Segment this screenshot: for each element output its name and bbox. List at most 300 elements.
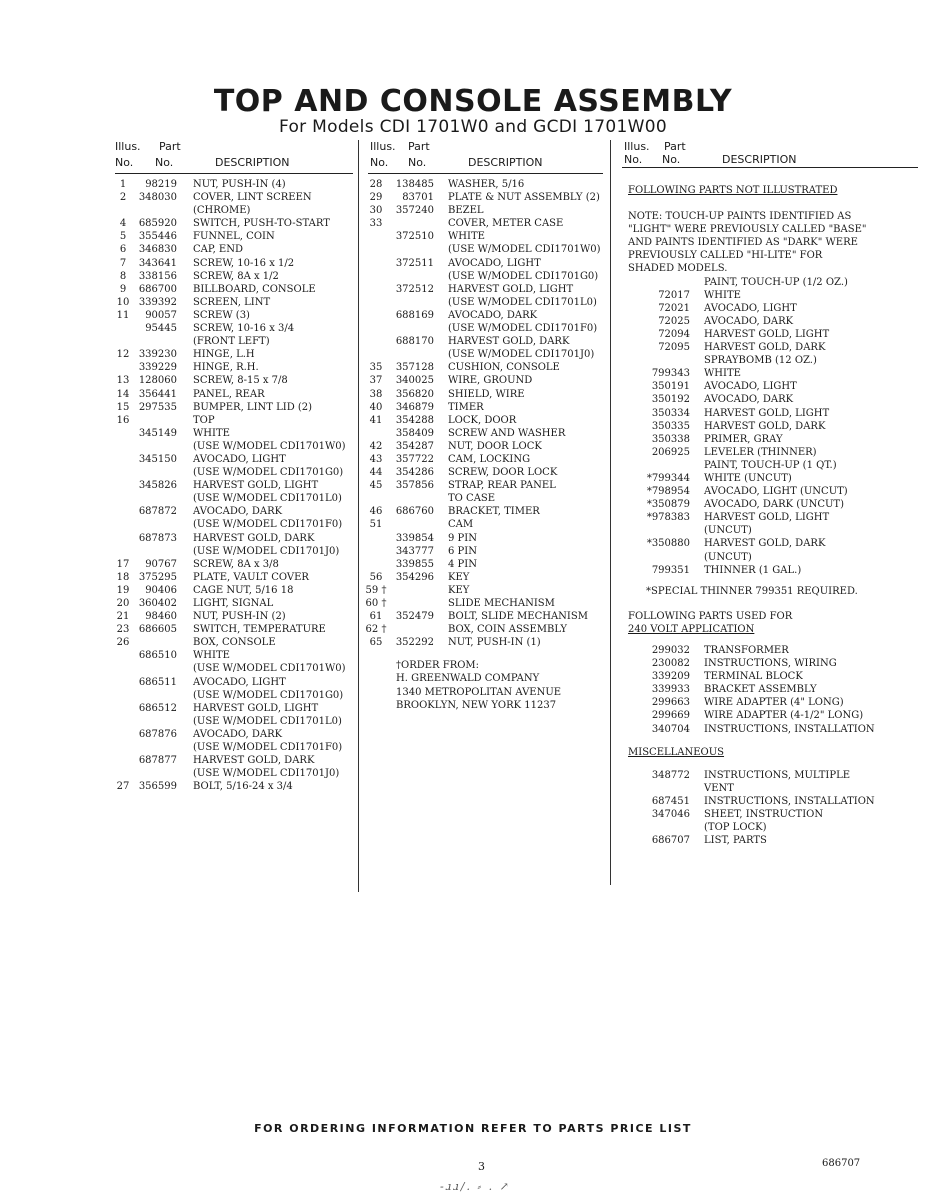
description: BOLT, SLIDE MECHANISM	[448, 611, 588, 623]
description: 6 PIN	[448, 545, 477, 557]
part-no: 299663	[651, 697, 690, 709]
part-no: 799351	[651, 564, 690, 576]
description: AVOCADO, LIGHT	[193, 453, 286, 465]
part-row	[628, 380, 918, 393]
part-no: 348030	[138, 192, 177, 204]
description: HARVEST GOLD, DARK	[704, 420, 826, 432]
part-no: 95445	[145, 323, 177, 335]
description: SWITCH, TEMPERATURE	[193, 624, 326, 636]
part-row	[628, 315, 918, 328]
part-row	[628, 407, 918, 420]
part-no: 688169	[395, 309, 434, 321]
illus-no: 15	[116, 401, 130, 413]
not-illustrated-heading: FOLLOWING PARTS NOT ILLUSTRATED	[628, 185, 838, 196]
illus-no: 12	[116, 349, 130, 361]
part-no: 345149	[138, 427, 177, 439]
description: AVOCADO, LIGHT	[704, 381, 797, 393]
part-row	[115, 374, 353, 387]
part-row	[628, 564, 918, 577]
description: CAGE NUT, 5/16 18	[193, 584, 294, 596]
description: AVOCADO, DARK	[448, 309, 538, 321]
part-row	[115, 322, 353, 335]
description: HARVEST GOLD, DARK	[448, 336, 570, 348]
description: (USE W/MODEL CDI1701W0)	[448, 244, 601, 256]
illus-no: 60 †	[365, 598, 387, 609]
part-no: 339854	[395, 532, 434, 544]
part-no: 343641	[138, 257, 177, 269]
part-no: 357856	[395, 480, 434, 492]
part-no: 357722	[395, 453, 434, 465]
description: BOLT, 5/16-24 x 3/4	[193, 781, 293, 793]
order-note-line: BROOKLYN, NEW YORK 11237	[396, 699, 557, 711]
part-no: 686605	[138, 624, 177, 636]
parts-column-2	[365, 140, 603, 712]
part-no: 375295	[138, 571, 177, 583]
part-row	[115, 676, 353, 689]
part-no: 338156	[138, 270, 177, 282]
part-row	[115, 453, 353, 466]
part-row	[628, 769, 918, 782]
parts-column-1	[115, 140, 353, 793]
touch-up-note	[628, 210, 918, 275]
part-row	[628, 537, 918, 550]
part-row	[628, 498, 918, 511]
description: CAM	[448, 519, 474, 531]
part-row	[628, 446, 918, 459]
part-no: 297535	[138, 401, 177, 413]
part-row	[628, 821, 918, 834]
part-row	[115, 270, 353, 283]
part-row	[628, 485, 918, 498]
header-part: Part	[664, 140, 686, 153]
part-no: 339209	[651, 671, 690, 683]
header-rule	[115, 173, 353, 174]
description: AVOCADO, DARK	[704, 315, 794, 327]
illus-no: 62 †	[365, 624, 387, 636]
part-no: 350334	[651, 407, 690, 419]
description: KEY	[448, 571, 470, 583]
part-no: 339229	[138, 362, 177, 374]
header-description: DESCRIPTION	[468, 156, 543, 169]
part-row	[115, 427, 353, 440]
part-no: 206925	[651, 446, 690, 458]
description: NUT, PUSH-IN (1)	[448, 637, 541, 649]
part-no: *799344	[646, 472, 690, 484]
part-row	[115, 388, 353, 401]
part-row	[628, 433, 918, 446]
description: 9 PIN	[448, 532, 477, 544]
illus-no: 46	[369, 506, 383, 518]
part-row	[628, 782, 918, 795]
header-illus: Illus.	[370, 140, 396, 153]
description: VENT	[704, 782, 734, 794]
part-row	[368, 257, 603, 270]
part-no: *350880	[646, 538, 690, 550]
part-row	[365, 584, 603, 597]
handwritten-mark: -ɹɹ/. ⸗ . ↗	[440, 1180, 511, 1193]
illus-no: 11	[116, 309, 130, 321]
illus-no: 43	[369, 453, 383, 465]
illus-no: 14	[116, 388, 130, 400]
header-part-no: No.	[662, 153, 681, 166]
paint-list	[628, 276, 918, 577]
part-no: *350879	[646, 499, 690, 511]
part-row	[368, 610, 603, 623]
illus-no: 35	[369, 362, 383, 374]
description: (CHROME)	[193, 205, 251, 217]
part-no: 299669	[651, 710, 690, 722]
header-illus-no: No.	[370, 156, 389, 169]
part-no: 350338	[651, 433, 690, 445]
description: SCREW, DOOR LOCK	[448, 467, 558, 479]
description: SWITCH, PUSH-TO-START	[193, 218, 330, 230]
description: NUT, DOOR LOCK	[448, 440, 542, 452]
note-line: AND PAINTS IDENTIFIED AS "DARK" WERE	[628, 237, 858, 249]
description: (USE W/MODEL CDI1701L0)	[193, 493, 342, 505]
part-row	[115, 662, 353, 675]
part-row	[115, 348, 353, 361]
description: SCREW (3)	[193, 309, 250, 321]
part-row	[115, 309, 353, 322]
part-row	[628, 524, 918, 537]
illus-no: 7	[119, 257, 127, 269]
part-row	[368, 401, 603, 414]
part-row	[368, 243, 603, 256]
volt-heading-line1: FOLLOWING PARTS USED FOR	[628, 610, 793, 622]
description: COVER, LINT SCREEN	[193, 192, 312, 204]
description: SCREW, 10-16 x 3/4	[193, 323, 295, 335]
illus-no: 13	[116, 375, 130, 387]
part-row	[115, 741, 353, 754]
part-no: 686510	[138, 650, 177, 662]
part-no: 372512	[395, 283, 434, 295]
part-no: 687451	[651, 795, 690, 807]
description: (USE W/MODEL CDI1701W0)	[193, 663, 346, 675]
part-no: 230082	[651, 658, 690, 670]
description: TOP	[193, 414, 215, 426]
part-no: 339933	[651, 684, 690, 696]
part-row	[115, 518, 353, 531]
description: (USE W/MODEL CDI1701W0)	[193, 440, 346, 452]
description: AVOCADO, LIGHT	[193, 676, 286, 688]
description: HINGE, R.H.	[193, 362, 259, 374]
part-no: 799343	[651, 368, 690, 380]
description: PANEL, REAR	[193, 388, 265, 400]
description: WHITE	[193, 650, 230, 662]
part-row	[115, 689, 353, 702]
part-row	[368, 479, 603, 492]
part-no: 72025	[658, 315, 690, 327]
illus-no: 28	[369, 179, 383, 190]
part-no: 83701	[402, 192, 434, 204]
illus-no: 61	[369, 611, 383, 623]
illus-no: 38	[369, 388, 383, 400]
part-row	[115, 178, 353, 191]
part-row	[628, 289, 918, 302]
description: LIGHT, SIGNAL	[193, 598, 274, 609]
part-row	[115, 191, 353, 204]
part-row	[628, 723, 918, 736]
illus-no: 17	[116, 558, 130, 570]
part-row	[115, 257, 353, 270]
description: SHEET, INSTRUCTION	[704, 809, 824, 821]
part-no: 352479	[395, 611, 434, 623]
header-description: DESCRIPTION	[215, 156, 290, 169]
illus-no: 41	[369, 414, 383, 426]
part-no: 372510	[395, 231, 434, 243]
description: WIRE, GROUND	[448, 375, 533, 387]
part-row	[628, 354, 918, 367]
description: NUT, PUSH-IN (4)	[193, 179, 286, 190]
part-no: 354296	[395, 571, 434, 583]
part-no: 72021	[658, 302, 690, 314]
part-row	[368, 505, 603, 518]
description: (UNCUT)	[704, 551, 752, 563]
illus-no: 29	[369, 192, 383, 204]
part-row	[628, 709, 918, 722]
description: WHITE	[193, 427, 230, 439]
description: INSTRUCTIONS, MULTIPLE	[704, 769, 851, 781]
part-row	[368, 427, 603, 440]
description: KEY	[448, 584, 470, 596]
illus-no: 9	[119, 283, 127, 295]
part-no: 347046	[651, 809, 690, 821]
part-no: 350192	[651, 394, 690, 406]
part-row	[115, 505, 353, 518]
header-part-no: No.	[408, 156, 427, 169]
column-header	[115, 140, 353, 174]
part-row	[368, 440, 603, 453]
part-no: 345150	[138, 453, 177, 465]
part-row	[368, 466, 603, 479]
part-row	[115, 335, 353, 348]
part-no: 686511	[138, 676, 177, 688]
part-row	[115, 296, 353, 309]
not-illustrated-section	[628, 174, 918, 847]
header-rule	[622, 167, 918, 168]
illus-no: 18	[116, 571, 130, 583]
part-row	[115, 479, 353, 492]
part-no: *978383	[646, 512, 690, 524]
description: TO CASE	[448, 493, 496, 505]
description: TIMER	[448, 401, 484, 413]
part-no: 356820	[395, 388, 434, 400]
part-row	[115, 466, 353, 479]
header-rule	[368, 173, 603, 174]
description: HARVEST GOLD, DARK	[704, 538, 826, 550]
description: SLIDE MECHANISM	[448, 598, 555, 609]
part-no: 686512	[138, 702, 177, 714]
part-row	[368, 414, 603, 427]
illus-no: 20	[116, 598, 130, 609]
description: PAINT, TOUCH-UP (1/2 OZ.)	[704, 276, 848, 288]
part-row	[368, 217, 603, 230]
part-row	[628, 696, 918, 709]
description: WASHER, 5/16	[448, 179, 525, 190]
part-row	[368, 191, 603, 204]
description: (USE W/MODEL CDI1701F0)	[193, 742, 343, 754]
description: HARVEST GOLD, LIGHT	[704, 407, 830, 419]
page-number: 3	[478, 1160, 485, 1173]
parts-rows	[365, 174, 603, 649]
description: (UNCUT)	[704, 525, 752, 537]
description: (USE W/MODEL CDI1701G0)	[193, 467, 344, 479]
illus-no: 42	[369, 440, 383, 452]
part-no: 348772	[651, 769, 690, 781]
part-no: 90767	[145, 558, 177, 570]
column-divider-1	[358, 140, 359, 892]
part-row	[368, 204, 603, 217]
description: LOCK, DOOR	[448, 414, 517, 426]
part-row	[115, 361, 353, 374]
illus-no: 8	[119, 270, 127, 282]
illus-no: 30	[369, 205, 383, 217]
part-row	[115, 558, 353, 571]
description: BEZEL	[448, 205, 484, 217]
part-no: 138485	[395, 179, 434, 190]
part-row	[115, 780, 353, 793]
description: HARVEST GOLD, DARK	[704, 342, 826, 354]
description: CAP, END	[193, 244, 243, 256]
illus-no: 45	[369, 480, 383, 492]
part-row	[115, 204, 353, 217]
description: HARVEST GOLD, LIGHT	[448, 283, 574, 295]
part-no: 72017	[658, 289, 690, 301]
part-row	[368, 178, 603, 191]
part-row	[115, 440, 353, 453]
description: 4 PIN	[448, 558, 477, 570]
illus-no: 6	[119, 244, 127, 256]
part-row	[368, 636, 603, 649]
misc-parts-list	[628, 769, 918, 848]
illus-no: 51	[369, 519, 383, 531]
part-row	[628, 551, 918, 564]
part-row	[115, 492, 353, 505]
part-no: 354288	[395, 414, 434, 426]
part-row	[628, 367, 918, 380]
description: LIST, PARTS	[704, 835, 767, 847]
part-no: 687873	[138, 532, 177, 544]
part-row	[115, 230, 353, 243]
document-number: 686707	[822, 1158, 861, 1169]
part-no: 358409	[395, 427, 434, 439]
description: (USE W/MODEL CDI1701G0)	[193, 689, 344, 701]
description: LEVELER (THINNER)	[704, 446, 817, 458]
page-subtitle: For Models CDI 1701W0 and GCDI 1701W00	[279, 117, 667, 137]
description: WIRE ADAPTER (4-1/2" LONG)	[704, 710, 864, 722]
part-row	[368, 309, 603, 322]
description: BOX, COIN ASSEMBLY	[448, 624, 567, 636]
illus-no: 59 †	[365, 584, 387, 596]
description: HARVEST GOLD, LIGHT	[704, 328, 830, 340]
description: (USE W/MODEL CDI1701L0)	[448, 296, 597, 308]
description: SCREW, 8-15 x 7/8	[193, 375, 288, 387]
description: (USE W/MODEL CDI1701J0)	[193, 768, 340, 780]
part-row	[115, 217, 353, 230]
part-no: 685920	[138, 218, 177, 230]
part-row	[115, 414, 353, 427]
part-no: 98460	[145, 611, 177, 623]
part-row	[115, 532, 353, 545]
description: HARVEST GOLD, DARK	[193, 532, 315, 544]
header-part-no: No.	[155, 156, 174, 169]
header-illus: Illus.	[624, 140, 650, 153]
parts-column-3-header	[622, 140, 918, 174]
part-row	[115, 571, 353, 584]
header-illus: Illus.	[115, 140, 141, 153]
part-no: 360402	[138, 598, 177, 609]
description: TRANSFORMER	[704, 645, 789, 656]
illus-no: 56	[369, 571, 383, 583]
part-row	[115, 754, 353, 767]
part-row	[628, 328, 918, 341]
illus-no: 2	[119, 192, 127, 204]
illus-no: 21	[116, 611, 130, 623]
part-row	[628, 472, 918, 485]
part-row	[115, 283, 353, 296]
part-no: 352292	[395, 637, 434, 649]
description: HARVEST GOLD, LIGHT	[704, 512, 830, 524]
part-no: 686760	[395, 506, 434, 518]
part-row	[368, 571, 603, 584]
header-description: DESCRIPTION	[722, 153, 797, 166]
order-note-line: †ORDER FROM:	[396, 660, 480, 672]
part-no: 346879	[395, 401, 434, 413]
illus-no: 27	[116, 781, 130, 793]
description: INSTRUCTIONS, INSTALLATION	[704, 795, 875, 807]
description: AVOCADO, LIGHT	[448, 257, 541, 269]
description: AVOCADO, LIGHT (UNCUT)	[704, 486, 848, 498]
description: (USE W/MODEL CDI1701J0)	[193, 545, 340, 557]
part-row	[115, 767, 353, 780]
part-row	[368, 335, 603, 348]
part-no: 340704	[651, 723, 690, 735]
part-row	[368, 374, 603, 387]
part-no: 688170	[395, 336, 434, 348]
description: FUNNEL, COIN	[193, 231, 275, 243]
description: THINNER (1 GAL.)	[704, 564, 802, 576]
part-no: 345826	[138, 480, 177, 492]
special-thinner-note: *SPECIAL THINNER 799351 REQUIRED.	[646, 585, 858, 597]
page-title: TOP AND CONSOLE ASSEMBLY	[213, 84, 733, 119]
description: BILLBOARD, CONSOLE	[193, 283, 316, 295]
part-no: 339392	[138, 296, 177, 308]
part-row	[368, 230, 603, 243]
note-line: "LIGHT" WERE PREVIOUSLY CALLED "BASE"	[628, 224, 867, 236]
part-row	[365, 597, 603, 610]
part-row	[115, 728, 353, 741]
part-row	[115, 649, 353, 662]
part-row	[628, 420, 918, 433]
description: INSTRUCTIONS, INSTALLATION	[704, 723, 875, 735]
part-no: 355446	[138, 231, 177, 243]
order-note-line: H. GREENWALD COMPANY	[396, 673, 540, 685]
part-no: *798954	[646, 486, 690, 498]
part-no: 354287	[395, 440, 434, 452]
part-row	[115, 610, 353, 623]
part-row	[115, 623, 353, 636]
description: COVER, METER CASE	[448, 218, 564, 230]
description: PRIMER, GRAY	[704, 433, 783, 445]
part-no: 350191	[651, 381, 690, 393]
description: SCREW, 10-16 x 1/2	[193, 257, 295, 269]
part-no: 339230	[138, 349, 177, 361]
part-row	[628, 657, 918, 670]
part-no: 356441	[138, 388, 177, 400]
part-row	[628, 834, 918, 847]
part-row	[115, 636, 353, 649]
part-row	[628, 302, 918, 315]
